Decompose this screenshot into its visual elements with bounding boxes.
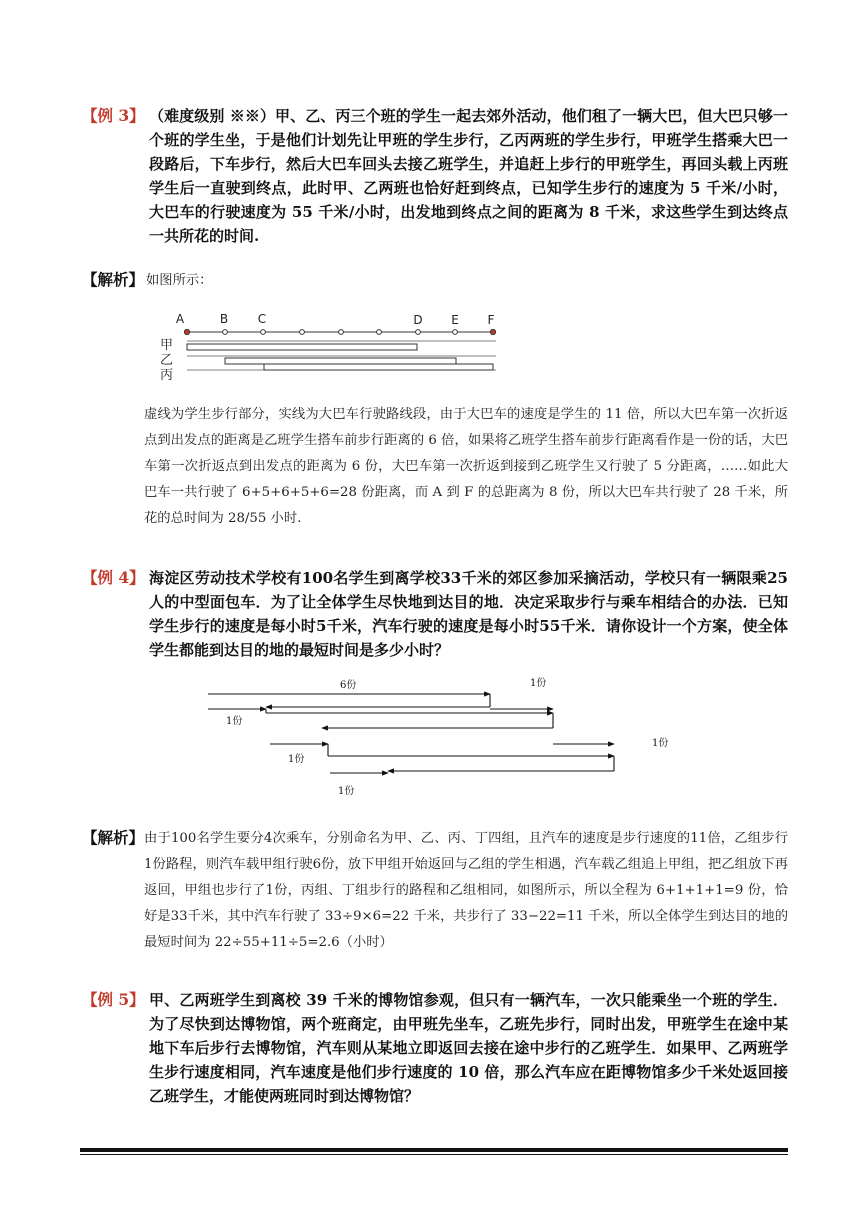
solution-4-tag: 【解析】: [82, 828, 145, 847]
solution-3-body: [82, 402, 788, 532]
point-dot: [300, 330, 305, 335]
point-label-a: A: [175, 312, 185, 326]
solution-3-tag: 【解析】: [82, 270, 145, 289]
solution-3: [82, 268, 788, 298]
point-a-dot: [184, 329, 189, 334]
solution-3-diagram: [150, 306, 510, 384]
point-label-b: B: [219, 312, 229, 326]
example-3-tag: 【例 3】: [82, 106, 145, 125]
row-label-bing: 丙: [160, 368, 174, 383]
solution-3-intro: 如图所示：: [146, 273, 213, 288]
point-label-f: F: [487, 313, 495, 327]
example-5-tag: 【例 5】: [82, 990, 145, 1009]
example-5: [82, 988, 788, 1108]
row-labels: [160, 338, 173, 383]
footer-rule: [80, 1148, 788, 1152]
point-dot: [339, 330, 344, 335]
point-dot: [377, 330, 382, 335]
point-label-d: D: [413, 313, 423, 327]
point-dot: [261, 330, 266, 335]
example-4-diagram: [200, 672, 680, 800]
point-d-dot: [416, 330, 421, 335]
example-3: [82, 104, 788, 248]
point-label-e: E: [451, 313, 459, 327]
point-label-c: C: [257, 312, 267, 326]
label-1-part-c: 1份: [652, 738, 669, 749]
label-1-part-a: 1份: [530, 678, 547, 689]
bus-bar-jia: [187, 344, 417, 350]
label-1-part-e: 1份: [338, 786, 355, 797]
label-1-part-b: 1份: [226, 716, 243, 727]
bus-bar-yi: [225, 358, 456, 364]
point-f-dot: [490, 329, 495, 334]
example-4: [82, 566, 788, 662]
row-label-yi: 乙: [160, 353, 174, 368]
point-dot: [223, 330, 228, 335]
solution-4-explanation: 由于100名学生要分4次乘车，分别命名为甲、乙、丙、丁四组，且汽车的速度是步行速度的11倍，乙组步行1份路程，则汽车载甲组行驶6份，放下甲组开始返回与乙组的学生相遇，汽车载乙组追上甲组，把乙组放下再返回，甲组也步行了1份，丙组、丁组步行的路程和乙组相同，如图所示，所以全程为 6+1+1+1=9 份，恰好是33千米，其中汽车行驶了 33÷9×6=22 千米，共步行了 33−22=11 千米，所以全体学生到达目的地的最短时间为 22÷55+11÷5=2.6（小时）: [144, 831, 788, 950]
example-4-tag: 【例 4】: [82, 568, 145, 587]
label-6-parts: 6份: [340, 680, 357, 691]
example-5-problem: 甲、乙两班学生到离校 39 千米的博物馆参观，但只有一辆汽车，一次只能乘坐一个班的学生．为了尽快到达博物馆，两个班商定，由甲班先坐车，乙班先步行，同时出发，甲班学生在途中某地下车后步行去博物馆，汽车则从某地立即返回去接在途中步行的乙班学生．如果甲、乙两班学生步行速度相同，汽车速度是他们步行速度的 10 倍，那么汽车应在距博物馆多少千米处返回接乙班学生，才能使两班同时到达博物馆？: [149, 991, 788, 1105]
solution-4: [82, 826, 788, 956]
point-labels: [176, 312, 495, 327]
example-3-problem: （难度级别 ※※）甲、乙、丙三个班的学生一起去郊外活动，他们租了一辆大巴，但大巴只够一个班的学生坐，于是他们计划先让甲班的学生步行，乙丙两班的学生步行，甲班学生搭乘大巴一段路后，下车步行，然后大巴车回头去接乙班学生，并追赶上步行的甲班学生，再回头载上丙班学生后一直驶到终点，此时甲、乙两班也恰好赶到终点，已知学生步行的速度为 5 千米/小时，大巴车的行驶速度为 55 千米/小时，出发地到终点之间的距离为 8 千米，求这些学生到达终点一共所花的时间.: [149, 107, 788, 245]
label-1-part-d: 1份: [288, 754, 305, 765]
bus-bars: [187, 344, 493, 370]
row-label-jia: 甲: [160, 338, 174, 353]
bus-bar-bing: [264, 364, 493, 370]
example-4-problem: 海淀区劳动技术学校有100名学生到离学校33千米的郊区参加采摘活动，学校只有一辆限乘25人的中型面包车．为了让全体学生尽快地到达目的地．决定采取步行与乘车相结合的办法．已知学生步行的速度是每小时5千米，汽车行驶的速度是每小时55千米．请你设计一个方案，使全体学生都能到达目的地的最短时间是多少小时？: [149, 569, 788, 659]
solution-3-explanation: 虚线为学生步行部分，实线为大巴车行驶路线段，由于大巴车的速度是学生的 11 倍，所以大巴车第一次折返点到出发点的距离是乙班学生搭车前步行距离的 6 倍，如果将乙班学生搭车前步行距离看作是一份的话，大巴车第一次折返点到出发点的距离为 6 份，大巴车第一次折返到接到乙班学生又行驶了 5 分距离，……如此大巴车一共行驶了 6+5+6+5+6=28 份距离，而 A 到 F 的总距离为 8 份，所以大巴车共行驶了 28 千米，所花的总时间为 28/55 小时.: [144, 407, 788, 526]
footer-rule-thin: [80, 1154, 788, 1155]
point-e-dot: [453, 330, 458, 335]
